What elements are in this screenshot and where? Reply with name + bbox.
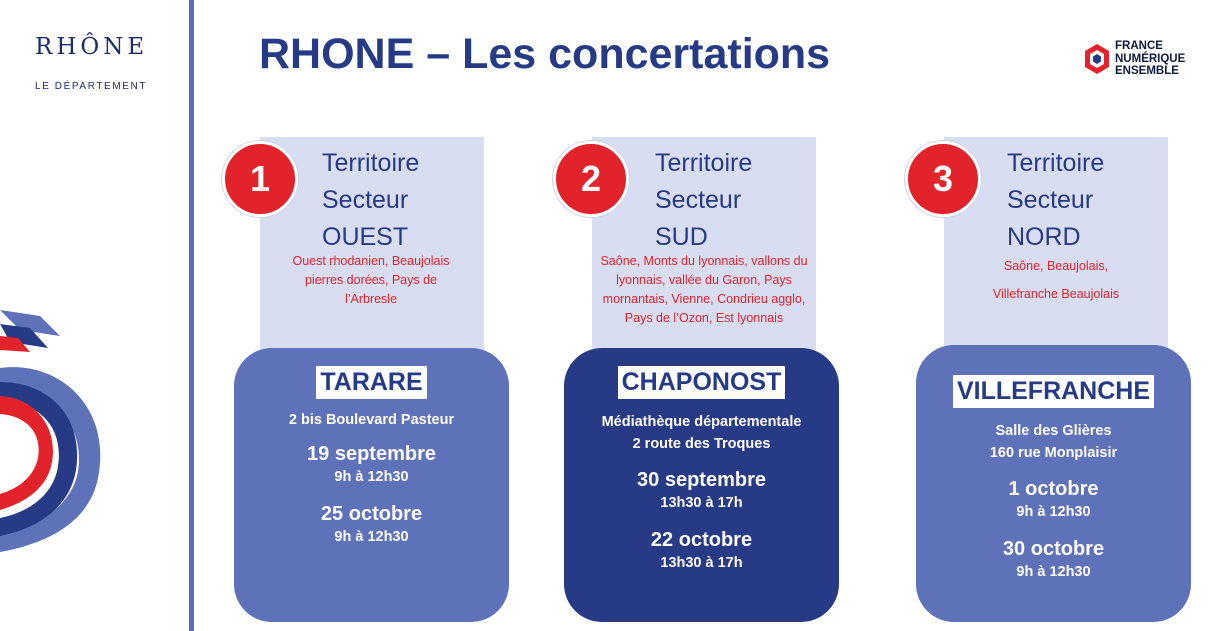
sector-label: Secteur bbox=[322, 186, 409, 214]
address-line: 2 route des Troques bbox=[632, 436, 771, 452]
city-name: VILLEFRANCHE bbox=[953, 375, 1154, 408]
session-time: 13h30 à 17h bbox=[660, 555, 743, 571]
france-numerique-ensemble-logo bbox=[1084, 40, 1196, 80]
territory-description-1: Ouest rhodanien, Beaujolais pierres dorées, Pays de l’Arbresle bbox=[292, 254, 450, 306]
city-name: CHAPONOST bbox=[618, 366, 786, 399]
description-line: Villefranche Beaujolais bbox=[992, 287, 1120, 301]
page-title: RHONE – Les concertations bbox=[259, 30, 831, 78]
session-date: 30 octobre bbox=[1002, 538, 1105, 560]
hexagon-logo-icon bbox=[1084, 43, 1110, 75]
territory-label: Territoire bbox=[322, 149, 420, 177]
sector-name: OUEST bbox=[322, 223, 409, 251]
session-date: 25 octobre bbox=[320, 503, 423, 525]
session-date: 30 septembre bbox=[637, 469, 766, 491]
partner-logo-line: FRANCE bbox=[1115, 40, 1163, 52]
sector-name: SUD bbox=[655, 223, 708, 251]
session-time: 9h à 12h30 bbox=[1016, 564, 1091, 580]
sidebar bbox=[0, 0, 192, 631]
address-line: 2 bis Boulevard Pasteur bbox=[288, 412, 455, 428]
territory-label: Territoire bbox=[1007, 149, 1105, 177]
territory-heading-2 bbox=[655, 145, 752, 256]
address-line: 160 rue Monplaisir bbox=[989, 445, 1118, 461]
session-date: 1 octobre bbox=[1008, 478, 1099, 500]
territory-description-2: Saône, Monts du lyonnais, vallons du lyonnais, vallée du Garon, Pays mornantais, Vienne, Condrieu agglo, Pays de l’Ozon, Est lyonnais bbox=[600, 254, 808, 325]
rhone-logo: RHÔNE bbox=[35, 34, 149, 60]
city-name: TARARE bbox=[316, 366, 426, 399]
swirl-decoration-icon bbox=[0, 290, 150, 560]
territory-number-badge-3: 3 bbox=[905, 141, 981, 217]
sector-name: NORD bbox=[1007, 223, 1081, 251]
address-line: Salle des Glières bbox=[995, 423, 1112, 439]
session-time: 13h30 à 17h bbox=[660, 495, 743, 511]
territory-number-badge-1: 1 bbox=[222, 141, 298, 217]
partner-logo-line: ENSEMBLE bbox=[1115, 65, 1179, 77]
venue-card-1 bbox=[234, 348, 509, 622]
description-line: Saône, Beaujolais, bbox=[1003, 259, 1109, 273]
territory-heading-3 bbox=[1007, 145, 1104, 256]
territory-heading-1 bbox=[322, 145, 419, 256]
territory-label: Territoire bbox=[655, 149, 753, 177]
territory-number-badge-2: 2 bbox=[553, 141, 629, 217]
session-time: 9h à 12h30 bbox=[1016, 504, 1091, 520]
partner-logo-line: NUMÉRIQUE bbox=[1115, 52, 1186, 65]
session-date: 19 septembre bbox=[307, 443, 436, 465]
session-date: 22 octobre bbox=[650, 529, 753, 551]
address-line: Médiathèque départementale bbox=[601, 414, 802, 430]
sector-label: Secteur bbox=[655, 186, 742, 214]
vertical-divider bbox=[189, 0, 194, 631]
venue-card-2 bbox=[564, 348, 839, 622]
rhone-logo-subtitle: LE DÉPARTEMENT bbox=[35, 81, 148, 92]
session-time: 9h à 12h30 bbox=[334, 469, 409, 485]
sector-label: Secteur bbox=[1007, 186, 1094, 214]
territory-description-3 bbox=[960, 252, 1152, 308]
venue-card-3 bbox=[916, 345, 1191, 622]
session-time: 9h à 12h30 bbox=[334, 529, 409, 545]
